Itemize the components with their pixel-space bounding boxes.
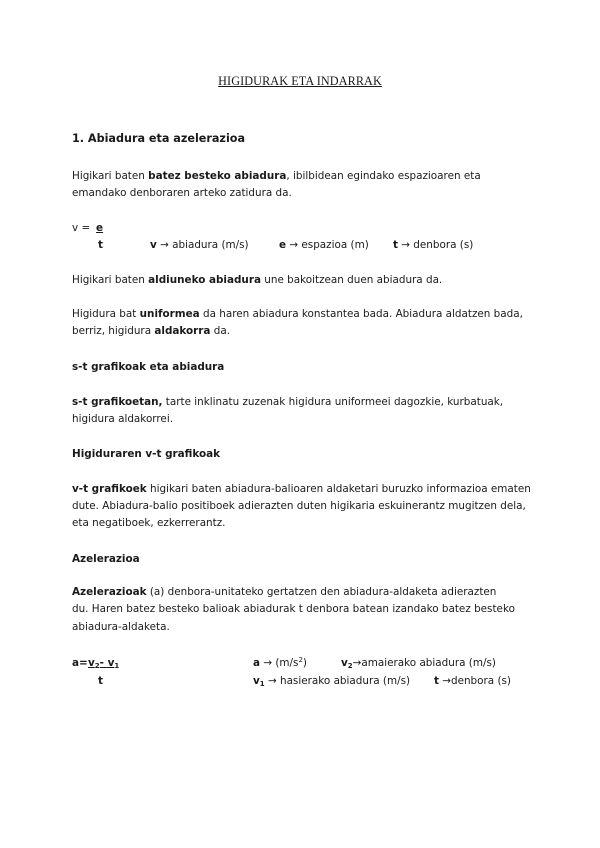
legend-a: $a \to (m/s^2)$ (253, 656, 307, 669)
section-heading: 1. Abiadura eta azelerazioa (72, 132, 246, 145)
formula-a-numerator: $v_2-$ $v_1$ (88, 657, 120, 670)
legend-v2: $v_2\to amaierako$ abiadura (m/s) (341, 657, 496, 670)
legend-v1: $v_1$ → hasierako abiadura (m/s) (253, 675, 411, 688)
paragraph-instant-speed: Higikari baten aldiuneko abiadura une bakoitzean duen abiadura da. (72, 274, 443, 286)
subheading-acceleration: Azelerazioa (72, 553, 140, 565)
legend-t: t → denbora (s) (393, 239, 474, 251)
paragraph-vt-graphs: v-t grafikoek higikari baten abiadura-balioaren aldaketari buruzko informazioa ematen dute. Abiadura-balio positiboek adierazten duten higikaria eskuinerantz mugitzen dela, eta negatiboek, ezkerrerantz. (72, 483, 531, 529)
formula-denominator: t (98, 239, 103, 251)
paragraph-uniform: Higidura bat uniformea da haren abiadura konstantea bada. Abiadura aldatzen bada, berriz, higidura aldakorra da. (72, 308, 523, 337)
formula-numerator: e (96, 222, 104, 234)
legend-e: e → espazioa (m) (279, 239, 369, 251)
formula-lhs: v = (72, 222, 91, 234)
legend-v: v → abiadura (m/s) (150, 239, 249, 251)
subheading-vt: Higiduraren v-t grafikoak (72, 448, 221, 460)
formula-a-denominator: t (98, 675, 103, 687)
subheading-st: s-t grafikoak eta abiadura (72, 361, 225, 373)
formula-a-lhs: a= (72, 657, 88, 669)
document-title: HIGIDURAK ETA INDARRAK (218, 74, 382, 88)
paragraph-average-speed: Higikari baten batez besteko abiadura, ibilbidean egindako espazioaren eta emandako denboraren arteko zatidura da. (72, 170, 481, 199)
paragraph-st-graphs: s-t grafikoetan, tarte inklinatu zuzenak higidura uniformeei dagozkie, kurbatuak, higidura aldakorrei. (72, 396, 504, 425)
legend-t2: t →denbora (s) (434, 675, 511, 687)
